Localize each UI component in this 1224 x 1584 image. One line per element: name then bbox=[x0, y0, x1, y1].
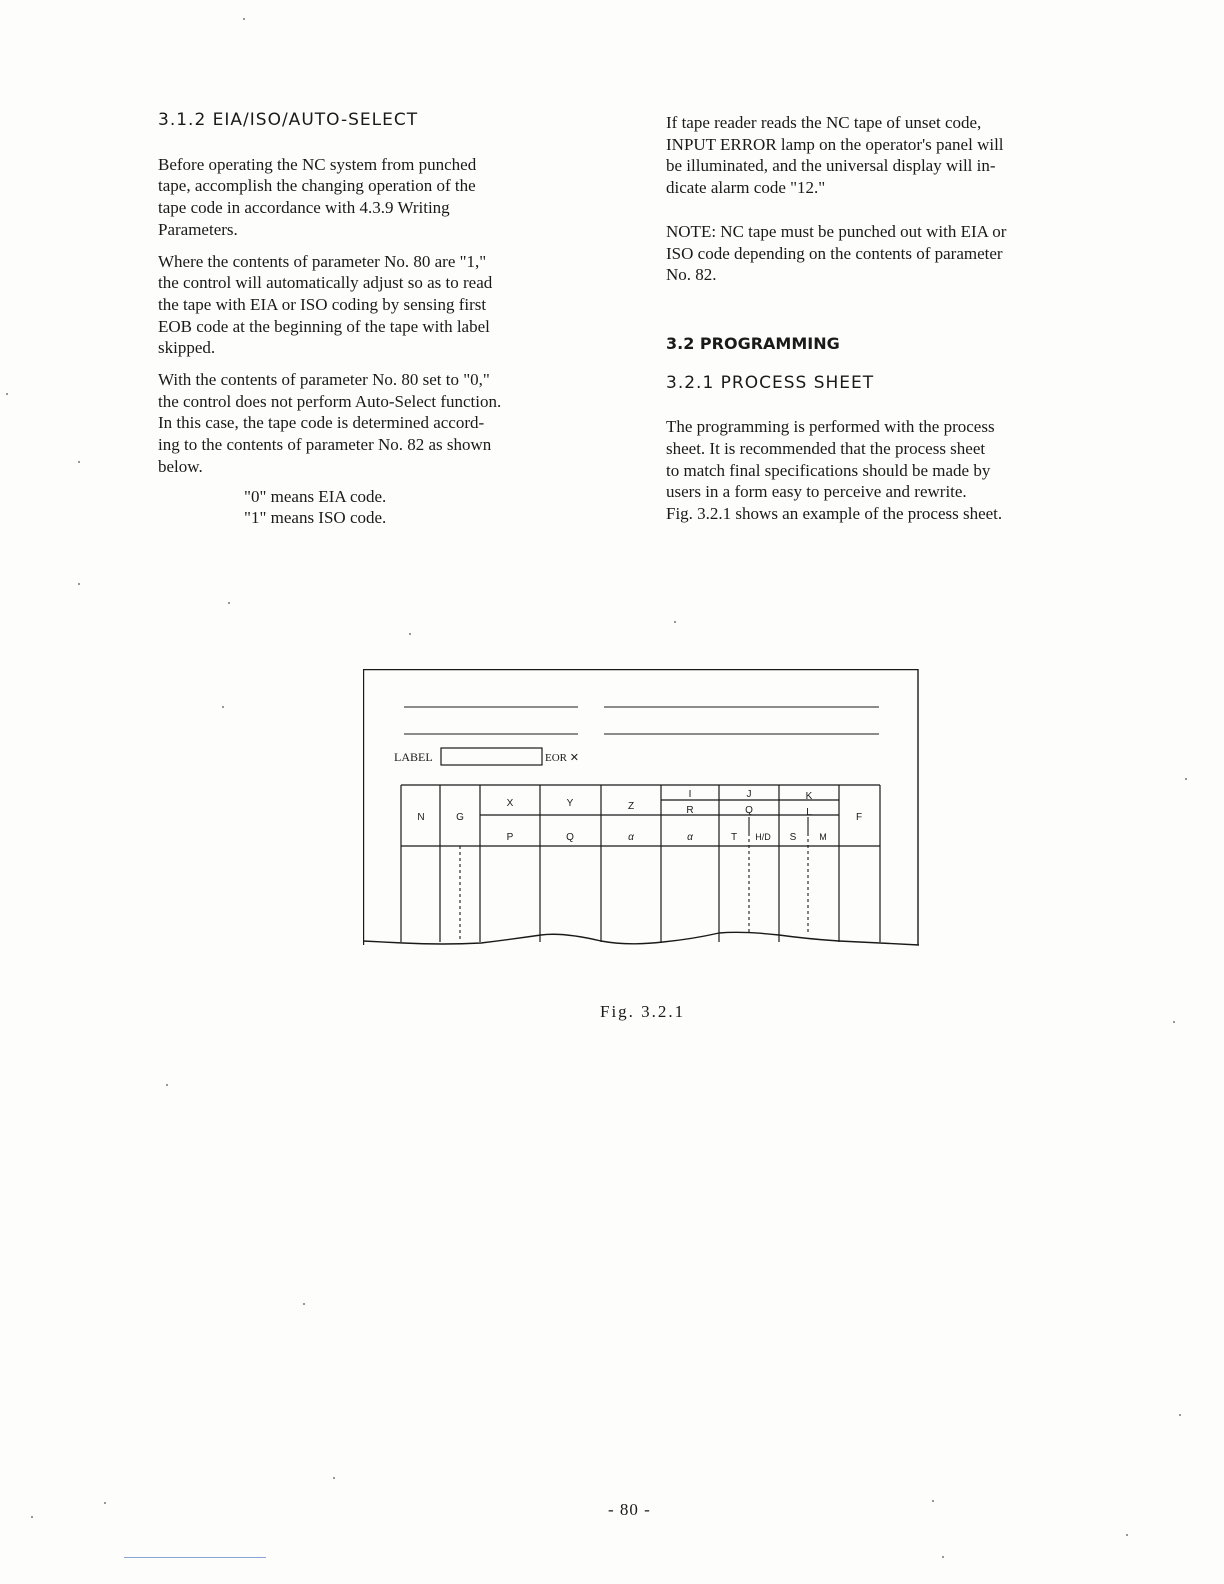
iso-code-line: "1" means ISO code. bbox=[244, 508, 387, 528]
scan-edge-line bbox=[124, 1557, 266, 1558]
sheet-frame bbox=[364, 670, 919, 946]
scan-speck bbox=[303, 1303, 305, 1305]
torn-bottom-edge bbox=[363, 932, 919, 945]
col-q: Q bbox=[566, 832, 574, 843]
scan-speck bbox=[222, 706, 224, 708]
col-z: Z bbox=[627, 801, 635, 812]
col-p: P bbox=[506, 832, 514, 843]
paragraph-auto-adjust: Where the contents of parameter No. 80 are "1," the control will automatically adjust so as to read the tape with EIA or ISO coding by sensing first EOB code at the beginning of the tape with label skipped. bbox=[158, 251, 493, 358]
scan-speck bbox=[1179, 1414, 1181, 1416]
section-heading-3-1-2: 3.1.2 EIA/ISO/AUTO-SELECT bbox=[158, 110, 419, 130]
col-hd: H/D bbox=[755, 832, 771, 842]
col-t: T bbox=[730, 832, 738, 843]
eor-text: EOR ✕ bbox=[545, 752, 579, 764]
subsection-heading-process-sheet: 3.2.1 PROCESS SHEET bbox=[666, 372, 875, 393]
col-k: K bbox=[805, 791, 813, 802]
eia-code-line: "0" means EIA code. bbox=[244, 486, 387, 506]
scan-speck bbox=[932, 1500, 934, 1502]
process-sheet-figure bbox=[363, 669, 923, 951]
dashed-dividers bbox=[460, 833, 808, 942]
scan-speck bbox=[674, 621, 676, 623]
col-r: R bbox=[686, 805, 694, 816]
paragraph-programming: The programming is performed with the process sheet. It is recommended that the process sheet to match final specifications should be made by users in a form easy to perceive and rewrite. Fig. 3.2.1 shows an example of the process sheet. bbox=[666, 417, 1003, 524]
scan-speck bbox=[243, 18, 245, 20]
col-x: X bbox=[506, 798, 514, 809]
col-y: Y bbox=[566, 798, 574, 809]
page-number: - 80 - bbox=[608, 1500, 651, 1519]
scan-speck bbox=[78, 583, 80, 585]
col-s: S bbox=[789, 832, 797, 843]
paragraph-no-auto-select: With the contents of parameter No. 80 set to "0," the control does not perform Auto-Select function. In this case, the tape code is determined accord- ing to the contents of parameter No. 82 as shown below. bbox=[158, 370, 502, 476]
scan-speck bbox=[31, 1516, 33, 1518]
col-f: F bbox=[855, 812, 863, 823]
paragraph-before-operating: Before operating the NC system from punched tape, accomplish the changing operation of the tape code in accordance with 4.3.9 Writing Parameters. bbox=[158, 154, 477, 239]
label-text: LABEL bbox=[394, 750, 433, 764]
scan-speck bbox=[104, 1502, 106, 1504]
col-l: L bbox=[806, 807, 812, 818]
scan-speck bbox=[942, 1556, 944, 1558]
scan-speck bbox=[78, 461, 80, 463]
note-paragraph: NOTE: NC tape must be punched out with EIA or ISO code depending on the contents of parameter No. 82. bbox=[666, 221, 1007, 285]
scan-speck bbox=[409, 633, 411, 635]
scan-speck bbox=[6, 393, 8, 395]
col-beta: α bbox=[687, 832, 693, 843]
col-g: G bbox=[456, 812, 464, 823]
col-m: M bbox=[819, 832, 827, 842]
left-column bbox=[158, 110, 648, 529]
scan-speck bbox=[1126, 1534, 1128, 1536]
label-box bbox=[441, 748, 542, 765]
col-alpha: α bbox=[628, 832, 634, 843]
code-meaning-list bbox=[158, 486, 648, 529]
figure-caption: Fig. 3.2.1 bbox=[600, 1002, 686, 1021]
col-j: J bbox=[746, 789, 752, 800]
right-column bbox=[666, 112, 1166, 525]
section-heading-programming: 3.2 PROGRAMMING bbox=[666, 333, 840, 353]
scan-speck bbox=[1173, 1021, 1175, 1023]
col-n: N bbox=[417, 812, 425, 823]
scan-speck bbox=[1185, 778, 1187, 780]
col-i: I bbox=[688, 789, 692, 800]
paragraph-input-error: If tape reader reads the NC tape of unset code, INPUT ERROR lamp on the operator's panel will be illuminated, and the universal display will in- dicate alarm code "12." bbox=[666, 113, 1004, 198]
col-q-top: Q bbox=[745, 805, 753, 816]
scan-speck bbox=[228, 602, 230, 604]
scan-speck bbox=[166, 1084, 168, 1086]
scan-speck bbox=[333, 1477, 335, 1479]
